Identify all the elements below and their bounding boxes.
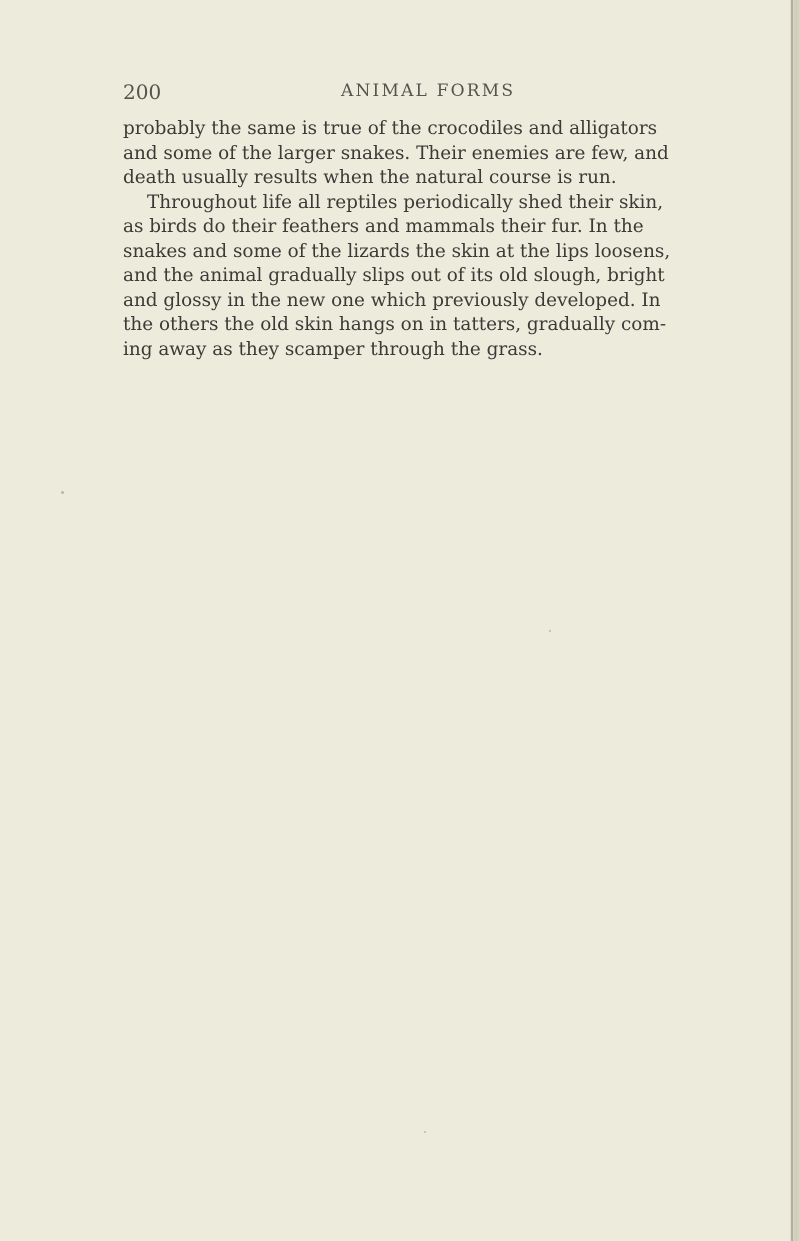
text-line: and some of the larger snakes. Their enemies are few, and	[123, 142, 669, 164]
page-number: 200	[123, 80, 162, 104]
text-line: and the animal gradually slips out of its old slough, bright	[123, 265, 665, 286]
text-line: and glossy in the new one which previously developed. In	[123, 289, 661, 311]
paper-speck	[61, 491, 64, 494]
text-line: as birds do their feathers and mammals their fur. In the	[123, 216, 644, 237]
paper-speck	[549, 630, 551, 632]
running-head	[123, 80, 793, 110]
text-line-paragraph-start: Throughout life all reptiles periodically shed their skin,	[147, 191, 664, 213]
text-line: probably the same is true of the crocodiles and alligators	[123, 118, 658, 139]
body-paragraphs	[123, 117, 800, 362]
text-line: death usually results when the natural course is run.	[123, 167, 617, 188]
paper-speck	[424, 1131, 426, 1133]
text-line: ing away as they scamper through the grass.	[123, 338, 543, 360]
text-line: the others the old skin hangs on in tatters, gradually com-	[123, 314, 667, 335]
running-title: ANIMAL FORMS	[341, 81, 516, 101]
text-line: snakes and some of the lizards the skin at the lips loosens,	[123, 240, 671, 262]
